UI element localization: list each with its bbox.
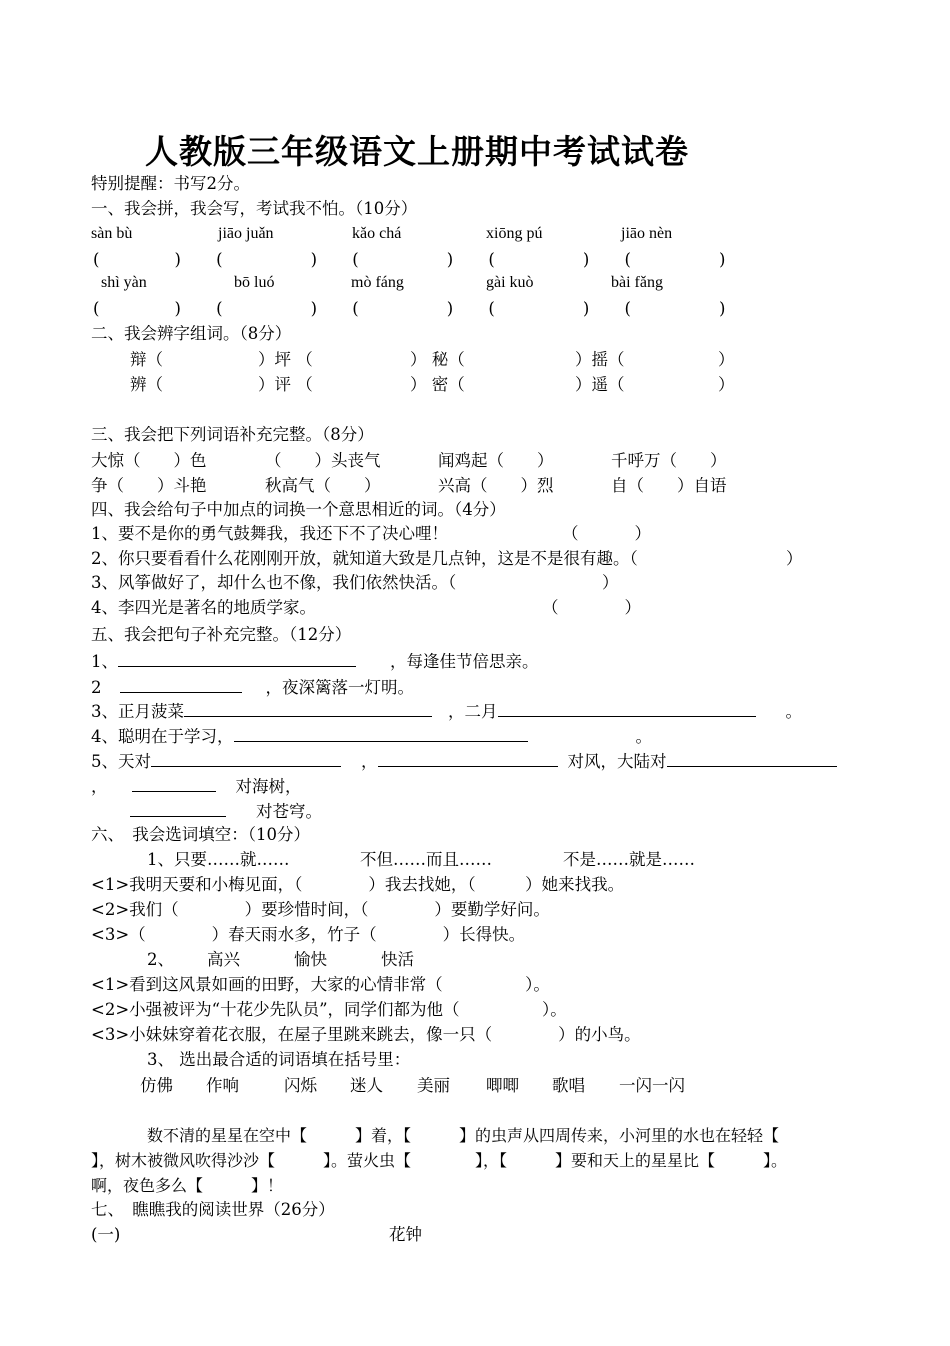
s6-g2-word-3: 快活 bbox=[381, 950, 414, 969]
s2-item-8: ） 密（ bbox=[410, 375, 465, 394]
s6-g3-word-3: 闪烁 bbox=[284, 1076, 317, 1095]
s4-question-3: 3、风筝做好了，却什么也不像，我们依然快活。（ bbox=[91, 573, 457, 592]
section-6-heading: 六、 我会选词填空：（10分） bbox=[91, 825, 310, 844]
pinyin-5: jiāo nèn bbox=[621, 225, 673, 242]
section-7-heading: 七、 瞧瞧我的阅读世界（26分） bbox=[91, 1200, 335, 1219]
s5-blank-5[interactable] bbox=[234, 725, 528, 742]
answer-bracket-row-2[interactable]: ( ) ( ) ( ) ( ) ( ) bbox=[93, 299, 726, 318]
s5-blank-1[interactable] bbox=[118, 650, 356, 667]
s6-g2-word-2: 愉快 bbox=[294, 950, 327, 969]
s5-blank-4[interactable] bbox=[498, 700, 756, 717]
s6-g3-word-1: 仿佛 bbox=[140, 1076, 173, 1095]
s3-item-7: 兴高（ ）烈 bbox=[438, 476, 554, 495]
s7-story-title: 花钟 bbox=[389, 1225, 422, 1244]
s3-item-5: 争（ ）斗艳 bbox=[91, 476, 207, 495]
s2-item-1: 辩（ bbox=[130, 350, 163, 369]
s6-g3-word-4: 迷人 bbox=[350, 1076, 383, 1095]
s6-group-1-option-2: 不但……而且…… bbox=[360, 850, 492, 869]
s5-blank-9[interactable] bbox=[132, 775, 216, 792]
section-2-heading: 二、我会辨字组词。（8分） bbox=[91, 324, 292, 343]
page-title: 人教版三年级语文上册期中考试试卷 bbox=[145, 132, 689, 171]
s6-g3-word-7: 歌唱 bbox=[552, 1076, 585, 1095]
s4-question-1: 1、要不是你的勇气鼓舞我，我还下不了决心哩！ bbox=[91, 524, 448, 543]
section-5-heading: 五、我会把句子补充完整。（12分） bbox=[91, 625, 352, 644]
s6-g3-word-5: 美丽 bbox=[417, 1076, 450, 1095]
s6-group-1-option-3: 不是……就是…… bbox=[563, 850, 695, 869]
pinyin-10: bài fǎng bbox=[611, 274, 663, 291]
s2-item-4: ）摇（ bbox=[575, 350, 625, 369]
pinyin-6: shì yàn bbox=[101, 274, 147, 291]
s2-item-10: ） bbox=[718, 375, 735, 394]
s5-blank-8[interactable] bbox=[667, 750, 837, 767]
pinyin-8: mò fáng bbox=[351, 274, 404, 291]
section-4-heading: 四、我会给句子中加点的词换一个意思相近的词。（4分） bbox=[91, 500, 506, 519]
s5-question-5: 5、天对 ， 对风，大陆对 bbox=[91, 750, 837, 773]
s4-answer-2-close[interactable]: ） bbox=[786, 549, 803, 568]
s5-question-2: 2 ，夜深篱落一灯明。 bbox=[91, 678, 414, 697]
pinyin-2: jiāo juǎn bbox=[218, 225, 274, 242]
s5-blank-3[interactable] bbox=[184, 700, 432, 717]
pinyin-9: gài kuò bbox=[486, 274, 534, 291]
s4-answer-1[interactable]: （ ） bbox=[562, 524, 651, 543]
s2-item-5: ） bbox=[718, 350, 735, 369]
s5-blank-2[interactable] bbox=[120, 676, 242, 693]
s6-group-3-title: 3、 选出最合适的词语填在括号里： bbox=[147, 1050, 411, 1069]
s4-answer-3-close[interactable]: ） bbox=[602, 573, 619, 592]
s5-question-5-line-2: ， 对海树， bbox=[91, 777, 302, 796]
s3-item-3: 闻鸡起（ ） bbox=[438, 451, 554, 470]
pinyin-3: kǎo chá bbox=[352, 225, 402, 242]
s6-g2-question-3: <3>小妹妹穿着花衣服，在屋子里跳来跳去，像一只（ ）的小鸟。 bbox=[91, 1025, 641, 1044]
s5-question-3: 3、正月菠菜 ，二月 。 bbox=[91, 702, 802, 721]
s6-g1-question-2: <2>我们（ ）要珍惜时间，（ ）要勤学好问。 bbox=[91, 900, 550, 919]
s2-item-3: ） 秘（ bbox=[410, 350, 465, 369]
s6-g1-question-3: <3>（ ）春天雨水多，竹子（ ）长得快。 bbox=[91, 925, 526, 944]
s3-item-2: （ ）头丧气 bbox=[265, 451, 381, 470]
answer-bracket-row-1[interactable]: ( ) ( ) ( ) ( ) ( ) bbox=[93, 250, 726, 269]
s5-question-4: 4、聪明在于学习， 。 bbox=[91, 727, 652, 746]
pinyin-4: xiōng pú bbox=[486, 225, 543, 242]
s6-g3-word-6: 唧唧 bbox=[486, 1076, 519, 1095]
s4-answer-4[interactable]: （ ） bbox=[542, 598, 641, 617]
s6-g3-paragraph-line-2: 】，树木被微风吹得沙沙【 】。萤火虫【 】，【 】要和天上的星星比【 】。 bbox=[91, 1151, 788, 1170]
s3-item-8: 自（ ）自语 bbox=[611, 476, 727, 495]
s6-g3-word-8: 一闪一闪 bbox=[619, 1076, 685, 1095]
s3-item-4: 千呼万（ ） bbox=[611, 451, 727, 470]
s6-g2-question-2: <2>小强被评为“十花少先队员”，同学们都为他（ ）。 bbox=[91, 1000, 567, 1019]
reminder: 特别提醒：书写2分。 bbox=[91, 174, 250, 193]
s4-question-2: 2、你只要看看什么花刚刚开放，就知道大致是几点钟，这是不是很有趣。（ bbox=[91, 549, 638, 568]
s6-group-1-title: 1、只要……就…… bbox=[147, 850, 290, 869]
s6-g3-paragraph-line-1: 数不清的星星在空中【 】着，【 】的虫声从四周传来，小河里的水也在轻轻【 bbox=[147, 1126, 780, 1145]
s2-item-2: ）坪 （ bbox=[258, 350, 313, 369]
s6-g2-word-1: 高兴 bbox=[207, 950, 240, 969]
s4-question-4: 4、李四光是著名的地质学家。 bbox=[91, 598, 316, 617]
s6-g3-paragraph-line-3: 啊，夜色多么【 】！ bbox=[91, 1176, 284, 1195]
s2-item-6: 辨（ bbox=[130, 375, 163, 394]
s5-blank-6[interactable] bbox=[151, 750, 341, 767]
pinyin-1: sàn bù bbox=[91, 225, 133, 242]
s5-blank-10[interactable] bbox=[130, 800, 226, 817]
section-1-heading: 一、我会拼，我会写，考试我不怕。（10分） bbox=[91, 199, 418, 218]
s6-g1-question-1: <1>我明天要和小梅见面，（ ）我去找她，（ ）她来找我。 bbox=[91, 875, 625, 894]
s6-g2-question-1: <1>看到这风景如画的田野，大家的心情非常（ ）。 bbox=[91, 975, 550, 994]
s3-item-1: 大惊（ ）色 bbox=[91, 451, 207, 470]
s5-question-5-line-3: 对苍穹。 bbox=[130, 800, 322, 823]
section-3-heading: 三、我会把下列词语补充完整。（8分） bbox=[91, 425, 374, 444]
s6-g3-word-2: 作响 bbox=[206, 1076, 239, 1095]
s6-group-2-title: 2、 bbox=[147, 950, 174, 969]
s2-item-9: ）遥（ bbox=[575, 375, 625, 394]
s7-part-label: (一) bbox=[91, 1225, 121, 1244]
s2-item-7: ）评 （ bbox=[258, 375, 313, 394]
s5-blank-7[interactable] bbox=[378, 750, 558, 767]
s3-item-6: 秋高气（ ） bbox=[265, 476, 381, 495]
s5-question-1: 1、 ，每逢佳节倍思亲。 bbox=[91, 652, 539, 671]
pinyin-7: bō luó bbox=[234, 274, 275, 291]
